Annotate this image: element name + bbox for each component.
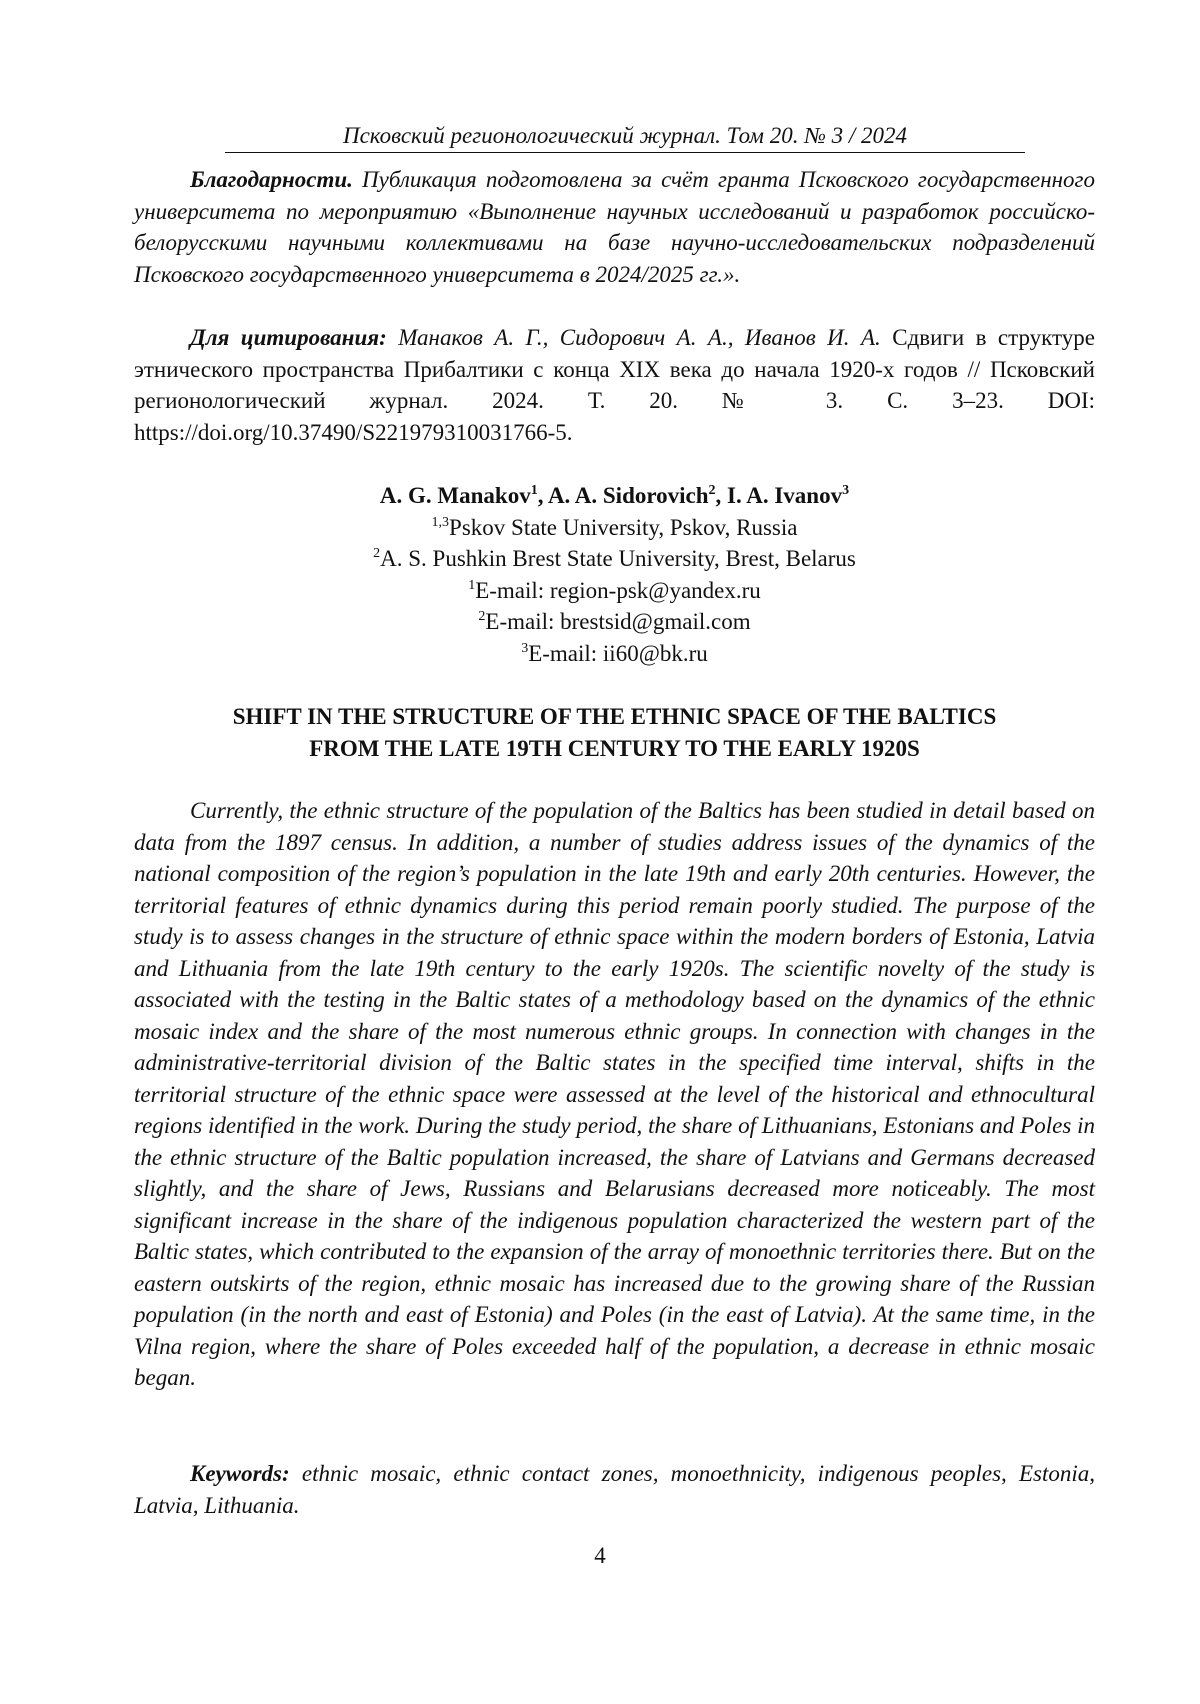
email-text: E-mail: region-psk@yandex.ru xyxy=(475,578,761,603)
author-separator: , xyxy=(538,483,548,508)
affiliation-text: A. S. Pushkin Brest State University, Brest, Belarus xyxy=(380,546,856,571)
affiliation-text: Pskov State University, Pskov, Russia xyxy=(449,515,797,540)
header-rule xyxy=(225,152,1025,153)
abstract-paragraph: Currently, the ethnic structure of the population of the Baltics has been studied in detail based on data from the 1897 census. In addition, a number of studies address issues of the dynamics of the national composition of the region’s population in the late 19th and early 20th centuries. However, the territorial features of ethnic dynamics during this period remain poorly studied. The purpose of the study is to assess changes in the structure of ethnic space within the modern borders of Estonia, Latvia and Lithuania from the late 19th century to the early 1920s. The scientific novelty of the study is associated with the testing in the Baltic states of a methodology based on the dynamics of the ethnic mosaic index and the share of the most numerous ethnic groups. In connection with changes in the administrative-territorial division of the Baltic states in the specified time interval, shifts in the territorial structure of the ethnic space were assessed at the level of the historical and ethnocultural regions identified in the work. During the study period, the share of Lithuanians, Estonians and Poles in the ethnic structure of the Baltic population increased, the share of Latvians and Germans decreased slightly, and the share of Jews, Russians and Belarusians decreased more noticeably. The most significant increase in the share of the indigenous population characterized the western part of the Baltic states, which contributed to the expansion of the array of monoethnic territories there. But on the eastern outskirts of the region, ethnic mosaic has increased due to the growing share of the Russian population (in the north and east of Estonia) and Poles (in the east of Latvia). At the same time, in the Vilna region, where the share of Poles exceeded half of the population, a decrease in ethnic mosaic began. xyxy=(134,795,1095,1394)
affiliation-sup: 2 xyxy=(373,546,380,561)
author-names xyxy=(134,480,1095,512)
citation-authors: Манаков А. Г., Сидорович А. А., Иванов И. А. xyxy=(398,325,881,350)
author-block xyxy=(134,480,1095,669)
page-number: 4 xyxy=(0,1543,1200,1569)
author-3-sup: 3 xyxy=(842,483,849,498)
email-line xyxy=(134,606,1095,638)
author-1: A. G. Manakov xyxy=(380,483,531,508)
acknowledgements-label: Благодарности. xyxy=(190,167,353,192)
keywords-paragraph xyxy=(134,1458,1095,1521)
email-text: E-mail: brestsid@gmail.com xyxy=(485,609,750,634)
author-3: I. A. Ivanov xyxy=(727,483,842,508)
email-line xyxy=(134,575,1095,607)
author-2: A. A. Sidorovich xyxy=(548,483,709,508)
running-header: Псковский регионологический журнал. Том 20. № 3 / 2024 xyxy=(225,121,1025,151)
journal-page xyxy=(0,0,1200,1704)
keywords-text: ethnic mosaic, ethnic contact zones, monoethnicity, indigenous peoples, Estonia, Latvia, Lithuania. xyxy=(134,1461,1095,1518)
citation-text: Сдвиги в структуре этнического пространства Прибалтики с конца XIX века до начала 1920-х годов // Псковский регионологический журнал. 2024. Т. 20. № 3. С. 3–23. DOI: https://doi.org/10.37490/S221979310031766-5. xyxy=(134,325,1095,445)
author-2-sup: 2 xyxy=(709,483,716,498)
acknowledgements-text: Публикация подготовлена за счёт гранта Псковского государственного университета по мероприятию «Выполнение научных исследований и разработок российско-белорусскими научными коллективами на базе научно-исследовательских подразделений Псковского государственного университета в 2024/2025 гг.». xyxy=(134,167,1095,287)
article-title xyxy=(134,701,1095,764)
email-line xyxy=(134,638,1095,670)
keywords-label: Keywords: xyxy=(190,1461,290,1486)
email-sup: 2 xyxy=(478,609,485,624)
affiliation-line xyxy=(134,512,1095,544)
article-title-line-2: FROM THE LATE 19TH CENTURY TO THE EARLY 1920S xyxy=(134,733,1095,765)
author-1-sup: 1 xyxy=(531,483,538,498)
email-sup: 3 xyxy=(521,641,528,656)
affiliation-line xyxy=(134,543,1095,575)
affiliation-sup: 1,3 xyxy=(432,515,450,530)
acknowledgements-paragraph xyxy=(134,164,1095,290)
article-title-line-1: SHIFT IN THE STRUCTURE OF THE ETHNIC SPACE OF THE BALTICS xyxy=(134,701,1095,733)
citation-label: Для цитирования: xyxy=(190,325,387,350)
citation-paragraph xyxy=(134,322,1095,448)
author-separator: , xyxy=(716,483,728,508)
email-text: E-mail: ii60@bk.ru xyxy=(528,641,708,666)
email-sup: 1 xyxy=(468,578,475,593)
